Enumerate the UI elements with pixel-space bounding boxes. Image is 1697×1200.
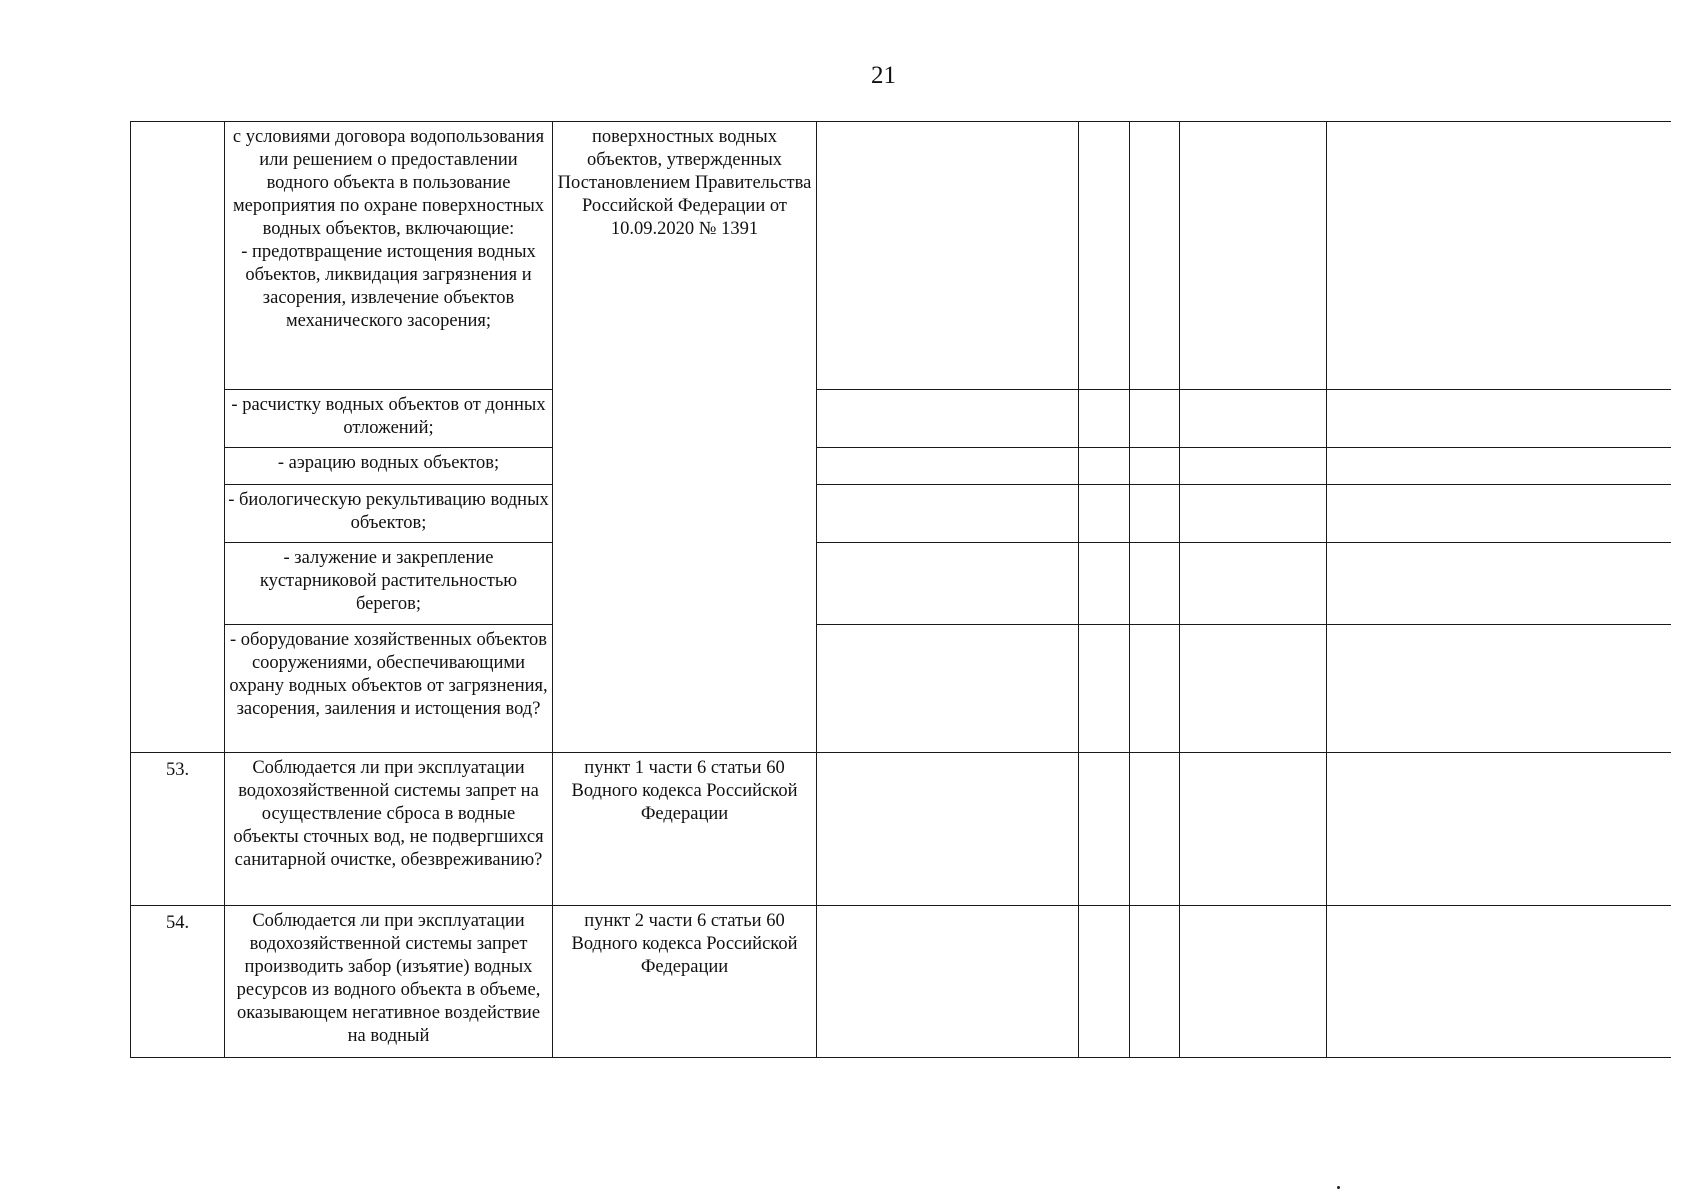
empty-cell[interactable] xyxy=(1327,753,1671,906)
empty-cell[interactable] xyxy=(1327,543,1671,625)
table-row xyxy=(131,625,1671,753)
reference-cell: поверхностных водных объектов, утвержденных Постановлением Правительства Российской Федерации от 10.09.2020 № 1391 xyxy=(553,122,817,753)
page-number: 21 xyxy=(871,62,896,89)
empty-cell[interactable] xyxy=(1180,906,1327,1058)
row-number-cell: 54. xyxy=(131,906,225,1058)
empty-cell[interactable] xyxy=(1327,485,1671,543)
empty-cell[interactable] xyxy=(817,122,1079,390)
question-cell: - оборудование хозяйственных объектов сооружениями, обеспечивающими охрану водных объектов от загрязнения, засорения, заиления и истощения вод? xyxy=(225,625,553,753)
question-cell: Соблюдается ли при эксплуатации водохозяйственной системы запрет производить забор (изъятие) водных ресурсов из водного объекта в объеме, оказывающем негативное воздействие на водный xyxy=(225,906,553,1058)
empty-cell[interactable] xyxy=(1180,753,1327,906)
empty-cell[interactable] xyxy=(1327,906,1671,1058)
table-row xyxy=(131,390,1671,448)
empty-cell[interactable] xyxy=(1180,543,1327,625)
empty-cell[interactable] xyxy=(1130,625,1180,753)
table-row xyxy=(131,753,1671,906)
empty-cell[interactable] xyxy=(817,390,1079,448)
empty-cell[interactable] xyxy=(817,906,1079,1058)
table-row xyxy=(131,485,1671,543)
question-cell: Соблюдается ли при эксплуатации водохозяйственной системы запрет на осуществление сброса в водные объекты сточных вод, не подвергшихся санитарной очистке, обезвреживанию? xyxy=(225,753,553,906)
question-cell: - аэрацию водных объектов; xyxy=(225,448,553,485)
empty-cell[interactable] xyxy=(1130,122,1180,390)
empty-cell[interactable] xyxy=(1079,625,1130,753)
table-row xyxy=(131,543,1671,625)
empty-cell[interactable] xyxy=(1079,543,1130,625)
empty-cell[interactable] xyxy=(1130,448,1180,485)
empty-cell[interactable] xyxy=(817,485,1079,543)
empty-cell[interactable] xyxy=(817,625,1079,753)
empty-cell[interactable] xyxy=(1079,485,1130,543)
empty-cell[interactable] xyxy=(1327,390,1671,448)
question-cell xyxy=(225,122,553,390)
empty-cell[interactable] xyxy=(817,543,1079,625)
question-cell: - биологическую рекультивацию водных объектов; xyxy=(225,485,553,543)
empty-cell[interactable] xyxy=(1130,485,1180,543)
empty-cell[interactable] xyxy=(1180,625,1327,753)
empty-cell[interactable] xyxy=(1327,448,1671,485)
empty-cell[interactable] xyxy=(817,448,1079,485)
empty-cell[interactable] xyxy=(1079,906,1130,1058)
empty-cell[interactable] xyxy=(1327,122,1671,390)
table-row xyxy=(131,448,1671,485)
question-cell: - залужение и закрепление кустарниковой растительностью берегов; xyxy=(225,543,553,625)
empty-cell[interactable] xyxy=(1130,906,1180,1058)
empty-cell[interactable] xyxy=(1180,122,1327,390)
row-number-cell: 53. xyxy=(131,753,225,906)
empty-cell[interactable] xyxy=(1180,390,1327,448)
reference-cell: пункт 2 части 6 статьи 60 Водного кодекса Российской Федерации xyxy=(553,906,817,1058)
row-number-cell xyxy=(131,122,225,753)
empty-cell[interactable] xyxy=(1130,753,1180,906)
empty-cell[interactable] xyxy=(1079,448,1130,485)
empty-cell[interactable] xyxy=(1079,753,1130,906)
empty-cell[interactable] xyxy=(1079,122,1130,390)
empty-cell[interactable] xyxy=(1180,448,1327,485)
empty-cell[interactable] xyxy=(1130,390,1180,448)
question-cell: - расчистку водных объектов от донных отложений; xyxy=(225,390,553,448)
checklist-table xyxy=(130,121,1671,1058)
empty-cell[interactable] xyxy=(1327,625,1671,753)
table-row xyxy=(131,906,1671,1058)
empty-cell[interactable] xyxy=(1180,485,1327,543)
empty-cell[interactable] xyxy=(1079,390,1130,448)
reference-cell: пункт 1 части 6 статьи 60 Водного кодекса Российской Федерации xyxy=(553,753,817,906)
question-part: с условиями договора водопользования или решением о предоставлении водного объекта в пользование мероприятия по охране поверхностных водных объектов, включающие: - предотвращение истощения водных объектов, ликвидация загрязнения и засорения, извлечение объектов механического засорения; xyxy=(232,127,545,331)
scan-dot xyxy=(1337,1186,1340,1189)
empty-cell[interactable] xyxy=(1130,543,1180,625)
empty-cell[interactable] xyxy=(817,753,1079,906)
table-row xyxy=(131,122,1671,390)
